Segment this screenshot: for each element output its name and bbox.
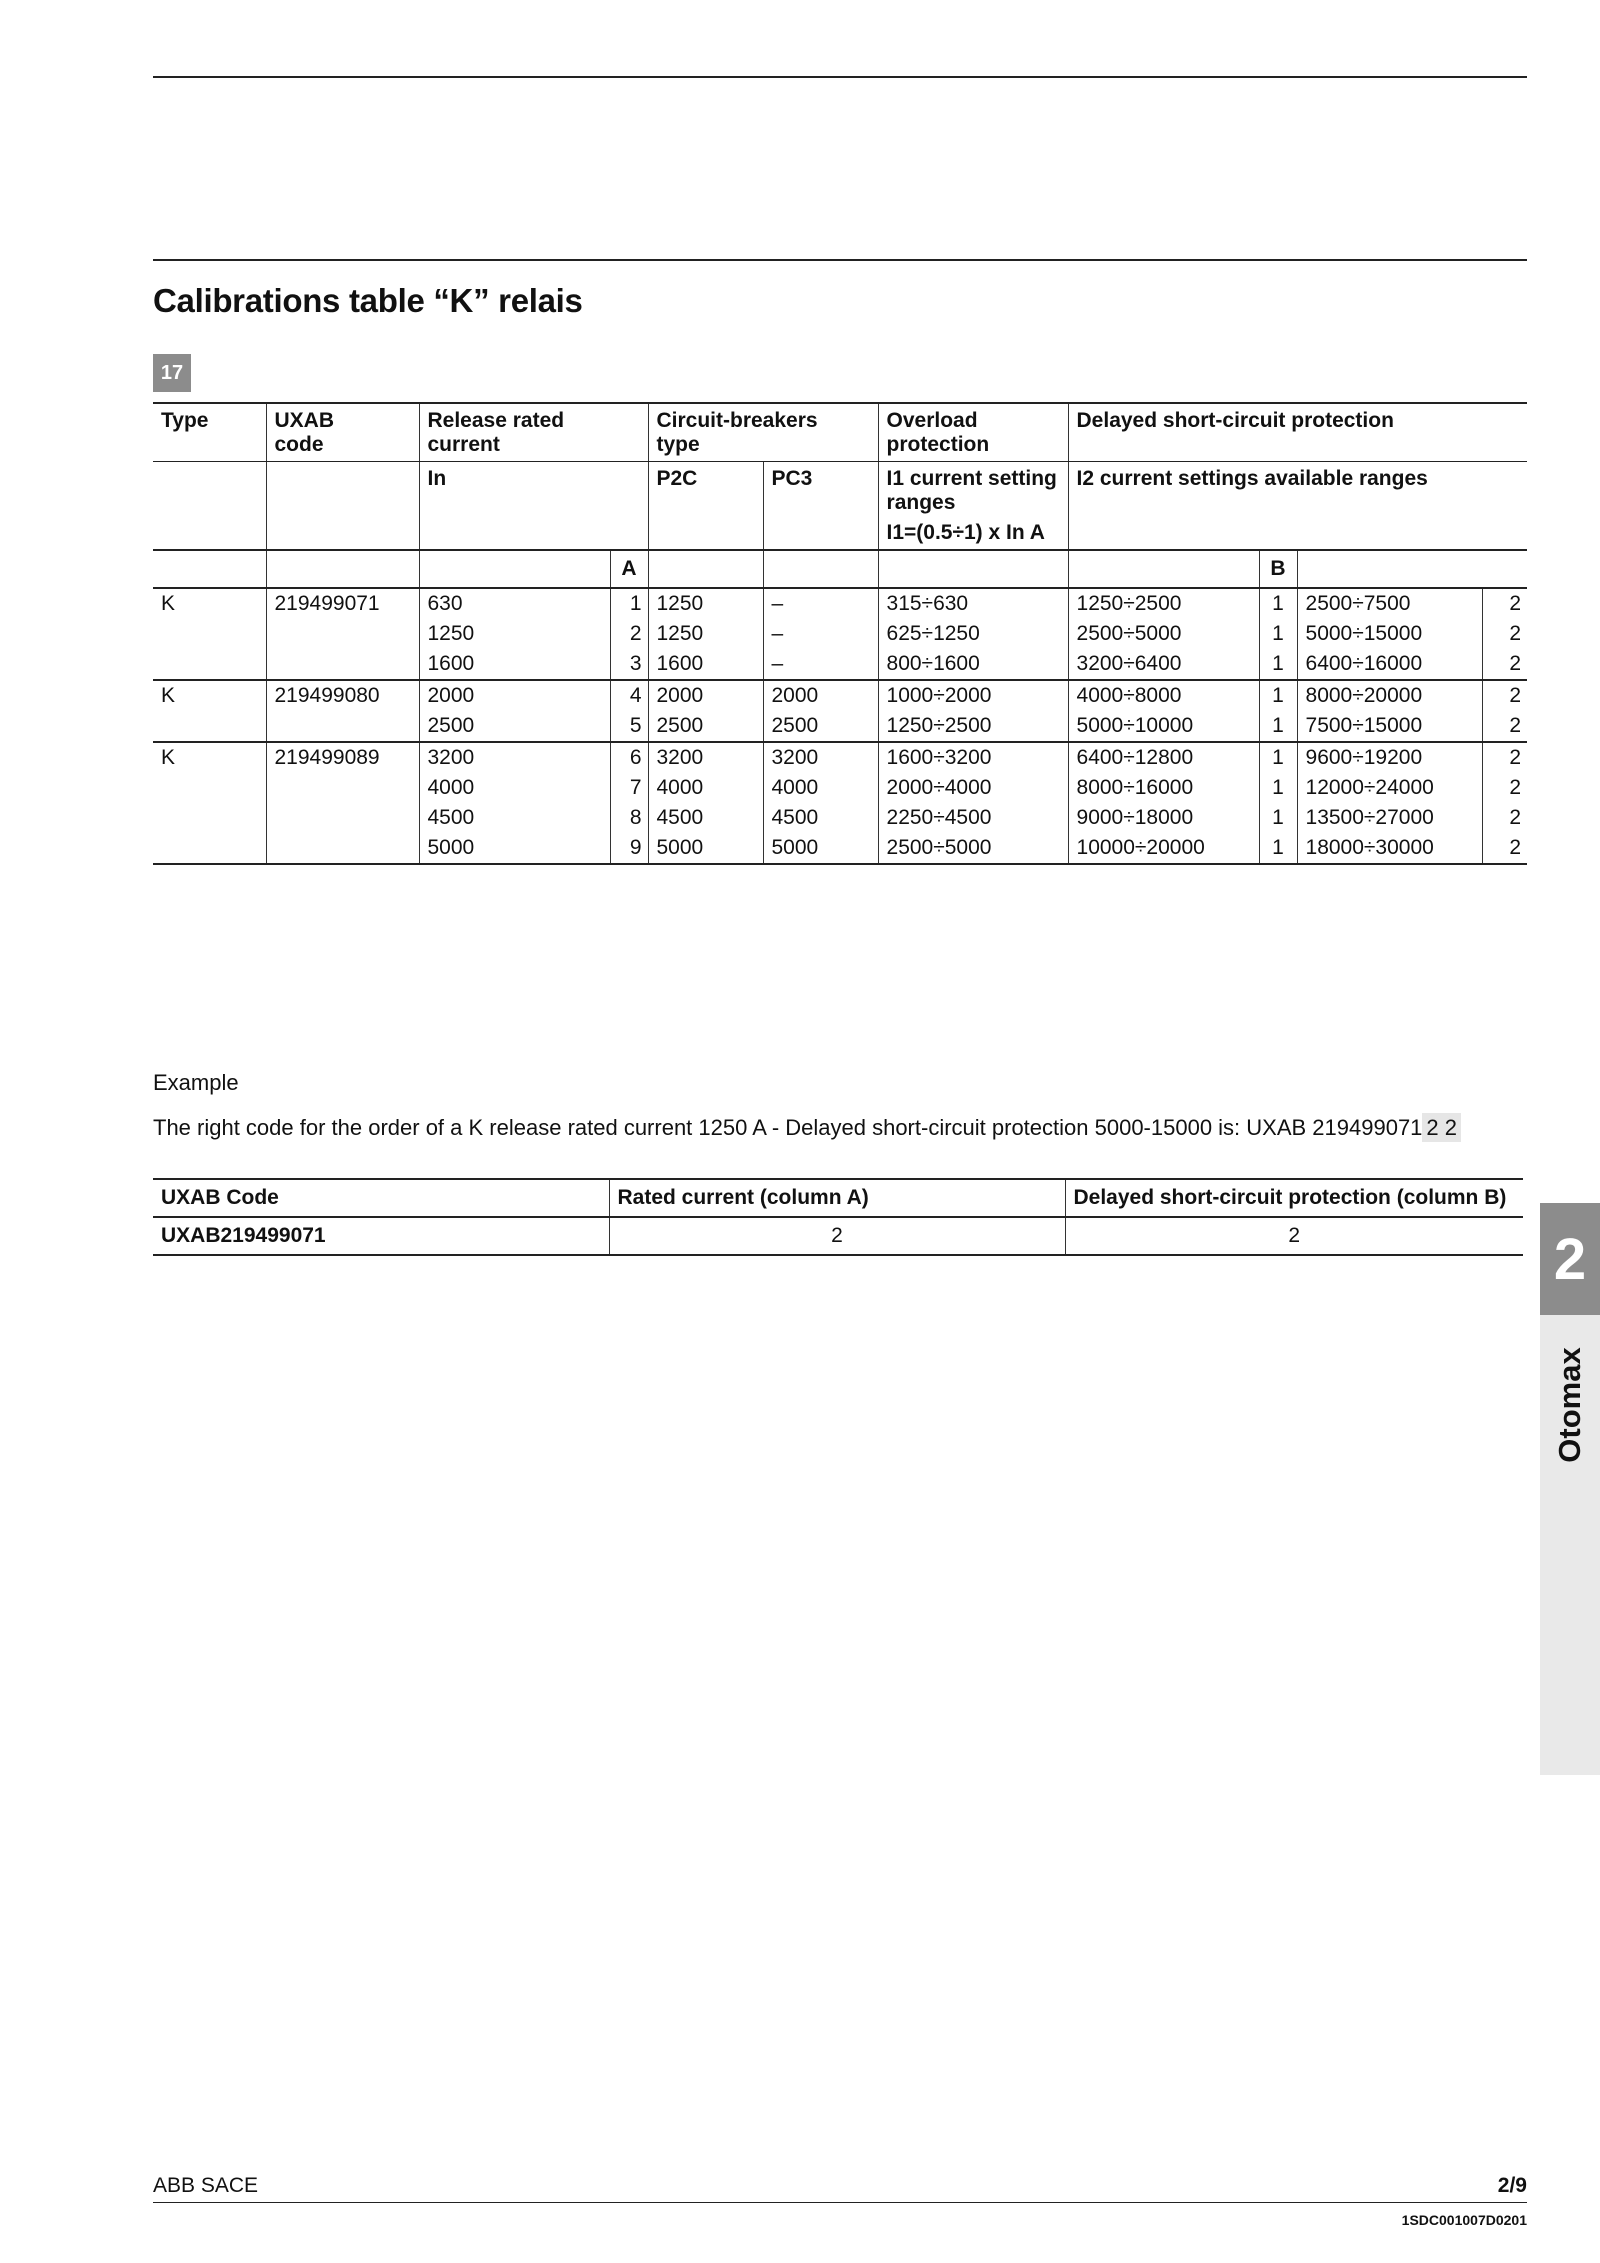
row-i2-b-index: 2	[1482, 680, 1527, 711]
example-header-code: UXAB Code	[153, 1179, 609, 1217]
section-rule	[153, 259, 1527, 261]
row-p2c: 1600	[648, 649, 763, 680]
row-i1-range: 2250÷4500	[878, 803, 1068, 833]
row-i2-b-index: 2	[1482, 833, 1527, 864]
row-pc3: 3200	[763, 742, 878, 773]
row-p2c: 2000	[648, 680, 763, 711]
example-header-delayed: Delayed short-circuit protection (column B)	[1065, 1179, 1523, 1217]
row-a-index: 7	[610, 773, 648, 803]
row-i1-range: 1250÷2500	[878, 711, 1068, 742]
example-table	[153, 1178, 1523, 1256]
row-type: K	[161, 684, 176, 707]
table-row	[153, 711, 1527, 742]
row-code	[266, 711, 419, 742]
row-code	[266, 649, 419, 680]
table-row	[153, 588, 1527, 619]
top-rule	[153, 76, 1527, 78]
header-in: In	[419, 462, 648, 516]
row-p2c: 4000	[648, 773, 763, 803]
row-pc3: –	[763, 588, 878, 619]
row-i2-range-a: 10000÷20000	[1068, 833, 1259, 864]
row-i2-range-b: 9600÷19200	[1297, 742, 1482, 773]
footer-doc-code: 1SDC001007D0201	[1401, 2212, 1527, 2228]
table-row	[153, 619, 1527, 649]
table-row	[153, 680, 1527, 711]
example-cell-rated: 2	[609, 1217, 1065, 1255]
row-i2-b-index: 2	[1482, 711, 1527, 742]
calibration-table	[153, 402, 1527, 865]
row-a-index: 9	[610, 833, 648, 864]
column-a-marker: A	[610, 550, 648, 588]
table-row	[153, 742, 1527, 773]
row-i2-a-index: 1	[1259, 711, 1297, 742]
row-code: 219499089	[266, 742, 419, 773]
column-b-marker: B	[1259, 550, 1297, 588]
table-row	[153, 833, 1527, 864]
row-i2-range-b: 2500÷7500	[1297, 588, 1482, 619]
row-p2c: 1250	[648, 619, 763, 649]
row-i2-b-index: 2	[1482, 773, 1527, 803]
row-in: 4500	[419, 803, 610, 833]
row-i2-range-b: 18000÷30000	[1297, 833, 1482, 864]
row-i2-a-index: 1	[1259, 742, 1297, 773]
row-in: 2500	[419, 711, 610, 742]
row-i2-a-index: 1	[1259, 680, 1297, 711]
row-type	[153, 773, 266, 803]
row-i1-range: 2000÷4000	[878, 773, 1068, 803]
row-type	[153, 833, 266, 864]
row-type	[153, 803, 266, 833]
row-code	[266, 833, 419, 864]
row-code	[266, 803, 419, 833]
chapter-tab[interactable]: 2	[1540, 1203, 1600, 1315]
row-i2-b-index: 2	[1482, 588, 1527, 619]
row-i2-range-a: 2500÷5000	[1068, 619, 1259, 649]
row-code: 219499080	[266, 680, 419, 711]
header-pc3: PC3	[763, 462, 878, 516]
row-type	[153, 711, 266, 742]
example-cell-delayed: 2	[1065, 1217, 1523, 1255]
section-tab-label: Otomax	[1552, 1347, 1587, 1463]
footer-page-number: 2/9	[1497, 2174, 1527, 2197]
header-uxab-code: UXAB code	[266, 403, 419, 462]
row-pc3: –	[763, 619, 878, 649]
header-cb-type: Circuit-breakers type	[648, 403, 878, 462]
table-row	[153, 773, 1527, 803]
row-i2-b-index: 2	[1482, 649, 1527, 680]
row-i1-range: 315÷630	[878, 588, 1068, 619]
row-i2-range-a: 8000÷16000	[1068, 773, 1259, 803]
row-code: 219499071	[266, 588, 419, 619]
row-i2-a-index: 1	[1259, 803, 1297, 833]
table-row	[153, 803, 1527, 833]
row-i2-range-a: 9000÷18000	[1068, 803, 1259, 833]
header-type: Type	[153, 403, 266, 462]
row-i2-range-a: 3200÷6400	[1068, 649, 1259, 680]
row-i2-b-index: 2	[1482, 619, 1527, 649]
row-type	[153, 619, 266, 649]
row-a-index: 2	[610, 619, 648, 649]
example-sentence: The right code for the order of a K release rated current 1250 A - Delayed short-circuit protection 5000-15000 is: UXAB 219499071	[153, 1115, 1423, 1140]
row-a-index: 4	[610, 680, 648, 711]
section-tab[interactable]	[1540, 1340, 1600, 1470]
row-i2-range-b: 7500÷15000	[1297, 711, 1482, 742]
example-code-suffix: 2 2	[1422, 1113, 1461, 1142]
row-code	[266, 773, 419, 803]
row-i2-b-index: 2	[1482, 803, 1527, 833]
row-pc3: 5000	[763, 833, 878, 864]
row-i2-range-b: 6400÷16000	[1297, 649, 1482, 680]
example-cell-code: UXAB219499071	[153, 1217, 609, 1255]
row-in: 4000	[419, 773, 610, 803]
table-row	[153, 649, 1527, 680]
row-i2-b-index: 2	[1482, 742, 1527, 773]
row-a-index: 6	[610, 742, 648, 773]
row-in: 5000	[419, 833, 610, 864]
row-type: K	[161, 592, 176, 615]
header-release-rated-current: Release rated current	[419, 403, 648, 462]
row-a-index: 1	[610, 588, 648, 619]
row-in: 2000	[419, 680, 610, 711]
row-a-index: 8	[610, 803, 648, 833]
row-p2c: 1250	[648, 588, 763, 619]
row-i2-a-index: 1	[1259, 833, 1297, 864]
row-i2-a-index: 1	[1259, 588, 1297, 619]
row-i1-range: 1000÷2000	[878, 680, 1068, 711]
page-title: Calibrations table “K” relais	[153, 282, 583, 319]
row-in: 630	[419, 588, 610, 619]
header-p2c: P2C	[648, 462, 763, 516]
row-i2-a-index: 1	[1259, 619, 1297, 649]
row-pc3: 4500	[763, 803, 878, 833]
row-i2-a-index: 1	[1259, 649, 1297, 680]
row-i2-range-a: 1250÷2500	[1068, 588, 1259, 619]
header-i2-ranges: I2 current settings available ranges	[1068, 462, 1527, 516]
header-i1-formula: I1=(0.5÷1) x In A	[878, 515, 1068, 550]
row-in: 3200	[419, 742, 610, 773]
row-p2c: 5000	[648, 833, 763, 864]
row-p2c: 4500	[648, 803, 763, 833]
row-i2-range-a: 5000÷10000	[1068, 711, 1259, 742]
row-p2c: 3200	[648, 742, 763, 773]
row-a-index: 5	[610, 711, 648, 742]
figure-number-badge: 17	[153, 354, 191, 392]
row-pc3: –	[763, 649, 878, 680]
example-header-rated: Rated current (column A)	[609, 1179, 1065, 1217]
footer-company: ABB SACE	[153, 2174, 259, 2197]
row-i1-range: 2500÷5000	[878, 833, 1068, 864]
row-i1-range: 1600÷3200	[878, 742, 1068, 773]
footer-rule	[153, 2202, 1527, 2203]
row-pc3: 4000	[763, 773, 878, 803]
example-text	[153, 1115, 1461, 1141]
row-pc3: 2500	[763, 711, 878, 742]
row-i2-a-index: 1	[1259, 773, 1297, 803]
row-i2-range-a: 6400÷12800	[1068, 742, 1259, 773]
header-delayed: Delayed short-circuit protection	[1068, 403, 1527, 462]
row-type: K	[161, 746, 176, 769]
row-i1-range: 800÷1600	[878, 649, 1068, 680]
row-in: 1600	[419, 649, 610, 680]
example-label: Example	[153, 1070, 239, 1095]
row-in: 1250	[419, 619, 610, 649]
row-i1-range: 625÷1250	[878, 619, 1068, 649]
row-i2-range-b: 12000÷24000	[1297, 773, 1482, 803]
row-i2-range-b: 5000÷15000	[1297, 619, 1482, 649]
row-pc3: 2000	[763, 680, 878, 711]
row-a-index: 3	[610, 649, 648, 680]
row-i2-range-a: 4000÷8000	[1068, 680, 1259, 711]
row-type	[153, 649, 266, 680]
header-i1-ranges: I1 current setting ranges	[878, 462, 1068, 516]
row-i2-range-b: 13500÷27000	[1297, 803, 1482, 833]
row-i2-range-b: 8000÷20000	[1297, 680, 1482, 711]
header-overload: Overload protection	[878, 403, 1068, 462]
row-code	[266, 619, 419, 649]
row-p2c: 2500	[648, 711, 763, 742]
